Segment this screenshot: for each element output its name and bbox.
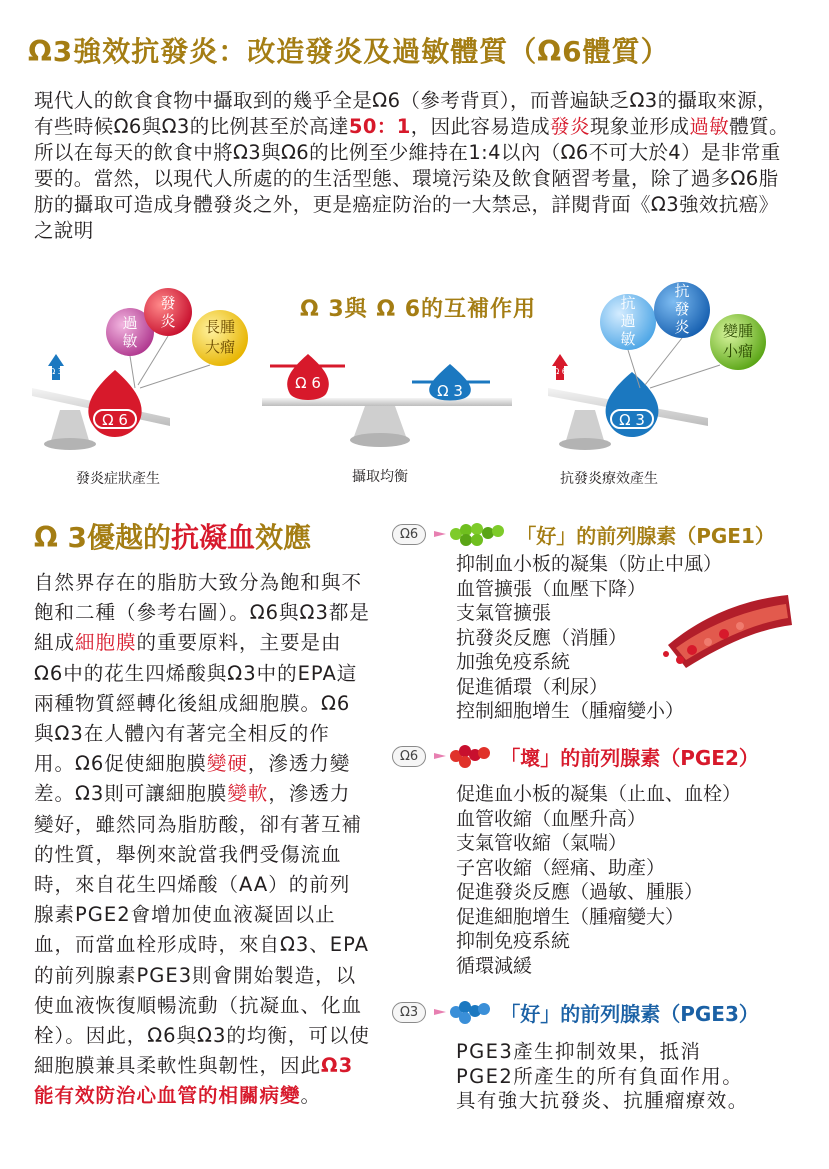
pge1-chip: Ω6 bbox=[392, 524, 426, 545]
blue-molecule-icon bbox=[432, 999, 492, 1025]
pge2-title: 「壞」的前列腺素（PGE2） bbox=[500, 745, 759, 770]
body-text-a: 自然界存在的脂肪大致分為飽和與不飽和二種（參考右圖）。Ω6與Ω3都是組成 bbox=[34, 571, 370, 655]
svg-text:過: 過 bbox=[620, 312, 636, 330]
section-title-highlight: 抗凝血 bbox=[171, 521, 256, 554]
list-item: 促進細胞增生（腫瘤變大） bbox=[456, 905, 685, 928]
o6-drop-center-label: Ω 6 bbox=[295, 374, 321, 392]
section-title-pre: Ω 3優越的 bbox=[34, 521, 172, 554]
intro-text-1: 現代人的飲食食物中攝取到的幾乎全是Ω6（參考背頁），而普遍缺乏Ω3的攝取來源，有些時候Ω6與Ω3的比例甚至於高達 bbox=[34, 89, 777, 138]
center-seesaw bbox=[262, 354, 512, 447]
list-item: 支氣管收縮（氣喘） bbox=[456, 832, 628, 854]
pge1-title: 「好」的前列腺素（PGE1） bbox=[516, 523, 775, 548]
page-title: Ω3強效抗發炎：改造發炎及過敏體質（Ω6體質） bbox=[28, 35, 670, 68]
svg-text:炎: 炎 bbox=[674, 318, 690, 336]
svg-text:大瘤: 大瘤 bbox=[204, 338, 236, 356]
list-item: 促進發炎反應（過敏、腫脹） bbox=[456, 881, 704, 903]
pge3-text: PGE3產生抑制效果，抵消PGE2所產生的所有負面作用。具有強大抗發炎、抗腫瘤療效。 bbox=[456, 1040, 749, 1112]
right-seesaw bbox=[548, 282, 766, 450]
pge1-header bbox=[392, 518, 775, 550]
list-item: 控制細胞增生（腫瘤變小） bbox=[456, 700, 685, 722]
list-item: 血管收縮（血壓升高） bbox=[456, 807, 647, 830]
pge3-header bbox=[392, 996, 759, 1028]
intro-paragraph bbox=[34, 88, 794, 244]
svg-text:變腫: 變腫 bbox=[722, 322, 754, 340]
svg-text:抗: 抗 bbox=[620, 294, 636, 312]
body-text-i: 。 bbox=[300, 1084, 322, 1108]
list-item: 支氣管擴張 bbox=[456, 602, 552, 624]
list-item: 促進血小板的凝集（止血、血栓） bbox=[456, 783, 742, 805]
list-item: 促進循環（利尿） bbox=[456, 675, 609, 698]
caption-inflammation: 發炎症狀產生 bbox=[76, 471, 160, 487]
section-title-post: 效應 bbox=[255, 521, 312, 554]
intro-text-4: 體質。所以在每天的飲食中將Ω3與Ω6的比例至少維持在1:4以內（Ω6不可大於4）是非常重要的。當然，以現代人所處的的生活型態、環境污染及飲食陋習考量，除了過多Ω6脂肪的攝取可造成身體發炎之外，更是癌症防治的一大禁忌，詳閱背面《Ω3強效抗癌》之說明 bbox=[34, 115, 789, 242]
body-text-e: ，滲透力變差。Ω3則可讓細胞膜 bbox=[34, 752, 351, 806]
pge2-list bbox=[456, 782, 741, 978]
green-molecule-icon bbox=[432, 521, 508, 547]
list-item: 加強免疫系統 bbox=[456, 651, 571, 673]
allergy-highlight: 過敏 bbox=[689, 115, 730, 138]
pge2-chip: Ω6 bbox=[392, 746, 426, 767]
svg-text:敏: 敏 bbox=[620, 330, 636, 348]
svg-text:炎: 炎 bbox=[160, 312, 176, 330]
svg-text:長腫: 長腫 bbox=[204, 318, 236, 336]
ratio-highlight: 50：1 bbox=[348, 115, 411, 138]
pge2-header bbox=[392, 740, 759, 772]
svg-text:過: 過 bbox=[122, 314, 138, 332]
svg-text:發: 發 bbox=[160, 294, 176, 312]
o6-drop-left-label: Ω 6 bbox=[102, 411, 128, 429]
svg-text:發: 發 bbox=[674, 300, 690, 318]
red-molecule-icon bbox=[432, 743, 492, 769]
caption-balance: 攝取均衡 bbox=[352, 469, 408, 485]
small-o6-label: Ω 6 bbox=[553, 367, 567, 376]
body-text-g: ，滲透力變好，雖然同為脂肪酸，卻有著互補的性質，舉例來說當我們受傷流血時，來自花生四烯酸（AA）的前列腺素PGE2會增加使血液凝固以止血，而當血栓形成時，來自Ω3、EPA的前列腺素PGE3則會開始製造，以使血液恢復順暢流動（抗凝血、化血栓）。因此，Ω6與Ω3的均衡，可以使細胞膜兼具柔軟性與韌性，因此 bbox=[34, 782, 370, 1078]
list-item: 抑制血小板的凝集（防止中風） bbox=[456, 553, 723, 575]
list-item: 子宮收縮（經痛、助產） bbox=[456, 856, 666, 879]
section-body bbox=[34, 568, 370, 1112]
body-text-c: 的重要原料，主要是由Ω6中的花生四烯酸與Ω3中的EPA這兩種物質經轉化後組成細胞膜。Ω6與Ω3在人體內有著完全相反的作用。Ω6促使細胞膜 bbox=[34, 631, 358, 776]
caption-anti-inflammation: 抗發炎療效產生 bbox=[560, 471, 658, 487]
pge3-title: 「好」的前列腺素（PGE3） bbox=[500, 1001, 759, 1026]
intro-text-2: ，因此容易造成 bbox=[410, 115, 551, 138]
list-item: 循環減緩 bbox=[456, 954, 533, 977]
svg-text:抗: 抗 bbox=[674, 282, 690, 300]
inflammation-highlight: 發炎 bbox=[550, 115, 590, 138]
harden-highlight: 變硬 bbox=[206, 752, 248, 776]
section-title bbox=[34, 516, 311, 556]
pge3-chip: Ω3 bbox=[392, 1002, 426, 1023]
soften-highlight: 變軟 bbox=[227, 782, 269, 806]
diagram-title: Ω 3與 Ω 6的互補作用 bbox=[300, 297, 536, 322]
list-item: 血管擴張（血壓下降） bbox=[456, 577, 647, 600]
conclusion-highlight: Ω3能有效防治心血管的相關病變 bbox=[34, 1054, 354, 1108]
left-seesaw bbox=[32, 288, 248, 450]
cell-membrane-highlight: 細胞膜 bbox=[75, 631, 137, 655]
list-item: 抑制免疫系統 bbox=[456, 930, 571, 952]
o3-drop-center-label: Ω 3 bbox=[437, 382, 463, 400]
intro-text-3: 現象並形成 bbox=[589, 115, 690, 138]
svg-text:敏: 敏 bbox=[122, 332, 138, 350]
small-o3-label: Ω 3 bbox=[49, 367, 63, 376]
o3-drop-right-label: Ω 3 bbox=[619, 411, 645, 429]
list-item: 抗發炎反應（消腫） bbox=[456, 626, 628, 649]
blood-vessel-image bbox=[658, 590, 794, 670]
svg-text:小瘤: 小瘤 bbox=[722, 342, 754, 360]
